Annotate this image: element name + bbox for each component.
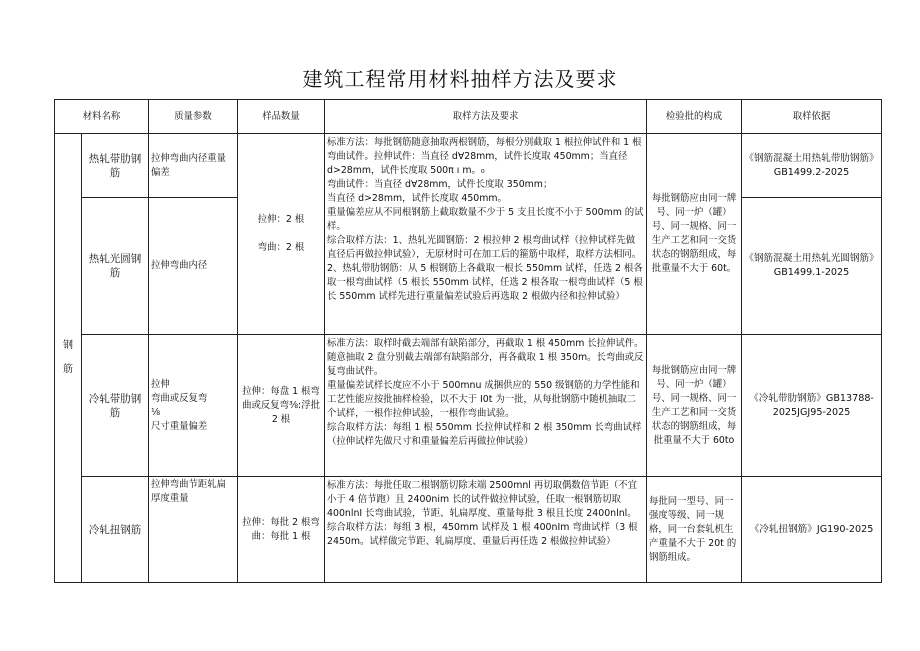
table-row	[55, 335, 882, 477]
table-row	[55, 477, 882, 583]
sampling-method: 标准方法：取样时截去端部有缺陷部分，再截取 1 根 450mm 长拉伸试件。随意抽取 2 盘分别截去端部有缺陷部分，再各截取 1 根 350m。长弯曲或反复弯曲试件。 重量偏差试样长度应不小于 500mnu 成捆供应的 550 级钢筋的力学性能和工艺性能应按批抽样检验，以不大于 I0t 为一批，从每批钢筋中随机抽取二个试样，一根作拉伸试验，一根作弯曲试验。 综合取样方法：每组 1 根 550mm 长拉伸试样和 2 根 350mm 长弯曲试样（拉伸试样先做尺寸和重量偏差后再做拉伸试验）	[325, 335, 647, 477]
batch-composition: 每批钢筋应由同一牌号、同一炉（罐）号、同一规格、同一生产工艺和同一交货状态的钢筋组成，每批重量不大于 60t。	[647, 134, 742, 335]
sampling-table	[54, 99, 882, 583]
header-method: 取样方法及要求	[325, 100, 647, 134]
quality-params: 拉伸弯曲节距轧扁厚度重量	[149, 477, 238, 583]
quantity-line: 弯曲：2 根	[257, 242, 305, 253]
sample-quantity	[238, 134, 325, 335]
sampling-method: 标准方法：每批钢筋随意抽取两根钢筋，每根分别截取 1 根拉伸试件和 1 根弯曲试件。拉伸试件：当直径 d∀28mm，试件长度取 450mm；当直径 d>28mm，试件长度取 500π ı m。₀ 弯曲试件：当直径 d∀28mm，试件长度取 350mm； 当直径 d>28mm，试件长度取 450mm。 重量偏差应从不同根钢筋上截取数量不少于 5 支且长度不小于 500mm 的试样。 综合取样方法：1、热轧光圆钢筋：2 根拉伸 2 根弯曲试样（拉伸试样先做直径后再做拉伸试验），无原材时可在加工后的箍筋中取样，取样方法相同。 2、热轧带肋钢筋：从 5 根钢筋上各截取一根长 550mm 试样，任选 2 根各取一根弯曲试样（5 根长 550mm 试样，任选 2 根各取一根弯曲试样（5 根长 550mm 试样先进行重量偏差试验后再选取 2 根做内径和拉伸试验）	[325, 134, 647, 335]
header-basis: 取样依据	[742, 100, 882, 134]
batch-composition: 每批钢筋应由同一牌号、同一炉（罐）号、同一规格、同一生产工艺和同一交货状态的钢筋组成，每批重量不大于 60to	[647, 335, 742, 477]
header-params: 质量参数	[149, 100, 238, 134]
page-title: 建筑工程常用材料抽样方法及要求	[302, 67, 618, 91]
quantity-line: 拉伸：2 根	[257, 214, 305, 225]
group-char: 筋	[63, 364, 73, 375]
table-header-row	[55, 100, 882, 134]
table-row	[55, 134, 882, 198]
sampling-basis: 《钢筋混凝土用热轧光圆钢筋》GB1499.1-2025	[742, 198, 882, 335]
sampling-basis: 《冷轧扭钢筋》JG190-2025	[742, 477, 882, 583]
header-batch: 检验批的构成	[647, 100, 742, 134]
quality-params: 拉伸弯曲内径重量偏差	[149, 134, 238, 198]
quality-params: 拉伸弯曲内径	[149, 198, 238, 335]
material-name: 冷轧带肋钢筋	[82, 335, 149, 477]
sample-quantity: 拉伸：每盘 1 根弯曲或反复弯⅜:浮批 2 根	[238, 335, 325, 477]
header-material: 材料名称	[55, 100, 149, 134]
sampling-method: 标准方法：每批任取二根钢筋切除末端 2500mnl 再切取偶数倍节距（不宜小于 4 倍节跑）且 2400nim 长的试件做拉伸试验，任取一根钢筋切取 400nlnI 长弯曲试验，节距、轧扁厚度、重量每批 3 根且长度 2400nlnl。 综合取样方法：每组 3 根，450mm 试样及 1 根 400nIm 弯曲试样（3 根 2450m。试样做完节距、轧扁厚度、重量后再任选 2 根做拉伸试验）	[325, 477, 647, 583]
material-name: 热轧带肋钢筋	[82, 134, 149, 198]
sample-quantity: 拉伸：每批 2 根弯曲：每批 1 根	[238, 477, 325, 583]
material-name: 冷轧扭钢筋	[82, 477, 149, 583]
quality-params: 拉伸 弯曲或反复弯 ⅛ 尺寸重量偏差	[149, 335, 238, 477]
group-label-steel	[55, 134, 82, 583]
material-name: 热轧光圆钢筋	[82, 198, 149, 335]
sampling-basis: 《冷轧带肋钢筋》GB13788-2025JGJ95-2025	[742, 335, 882, 477]
header-quantity: 样品数量	[238, 100, 325, 134]
group-char: 钢	[63, 340, 73, 351]
batch-composition: 每批同一型号、同一强度等级、同一规格，同一台套轧机生产重量不大于 20t 的钢筋组成。	[647, 477, 742, 583]
sampling-basis: 《钢筋混凝土用热轧带肋钢筋》GB1499.2-2025	[742, 134, 882, 198]
